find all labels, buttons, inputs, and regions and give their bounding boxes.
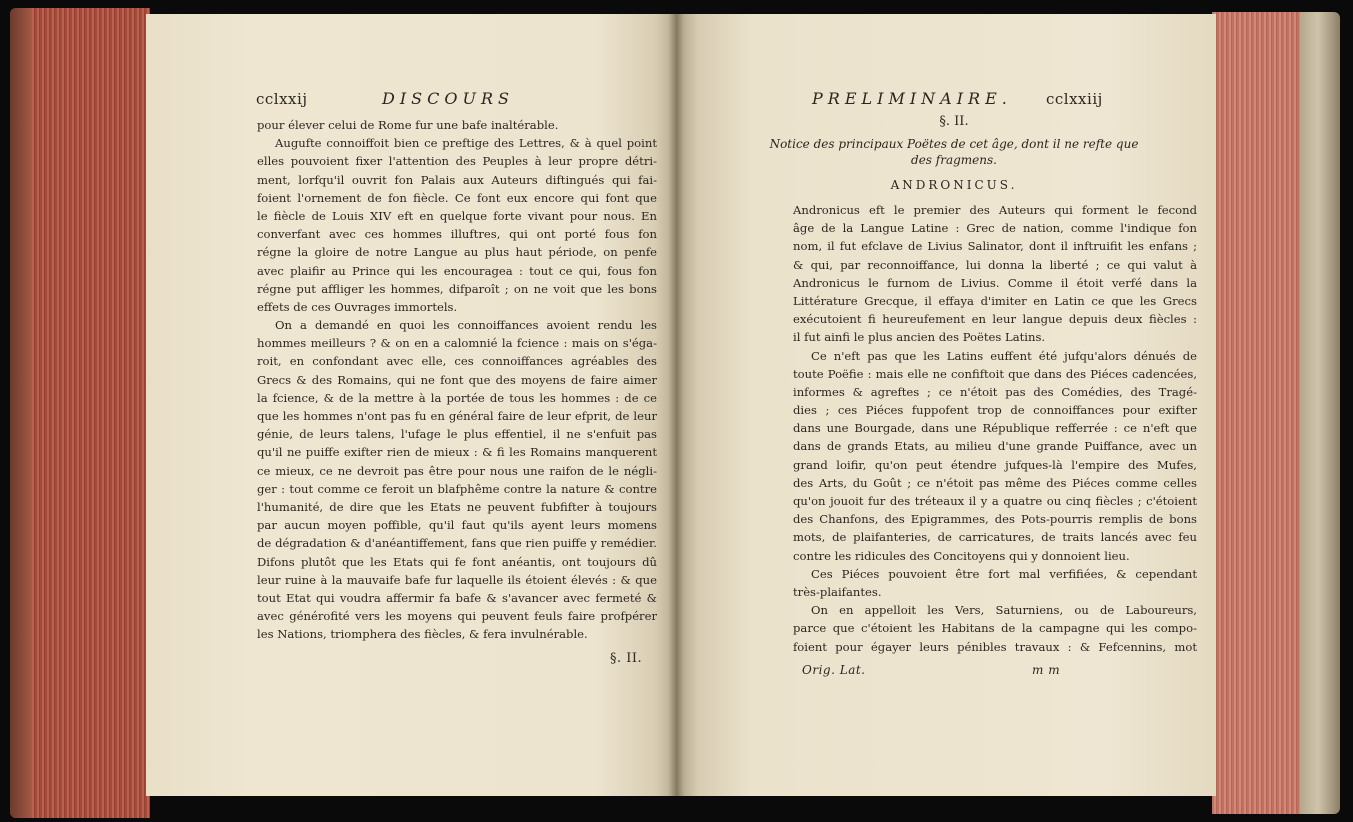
text-line: Andronicus eft le premier des Auteurs qui forment le fecond xyxy=(793,203,1197,217)
text-line: parce que c'étoient les Habitans de la campagne qui les compo- xyxy=(793,621,1197,636)
text-line: roit, en confondant avec elle, ces connoiffances agréables des xyxy=(257,354,657,369)
text-line: pour élever celui de Rome fur une bafe inaltérable. xyxy=(257,118,559,132)
text-line: par aucun moyen poffible, qu'il faut qu'ils ayent leurs momens xyxy=(257,518,657,533)
text-line: converfant avec ces hommes illuftres, qui ont porté fous fon xyxy=(257,227,657,242)
text-line: régne la gloire de notre Langue au plus haut période, on penfe xyxy=(257,245,657,260)
text-line: qu'on jouoit fur des tréteaux il y a quatre ou cinq fiècles ; c'étoient xyxy=(793,494,1197,508)
right-folio: cclxxiij xyxy=(1046,90,1103,108)
text-line: très-plaifantes. xyxy=(793,584,882,599)
left-page xyxy=(146,14,676,796)
text-line: nom, il fut efclave de Livius Salinator, dont il inftruifit les enfans ; xyxy=(793,239,1197,254)
text-line: la fcience, & de la mettre à la portée de tous les hommes : de ce xyxy=(257,390,657,405)
text-line: âge de la Langue Latine : Grec de nation, comme l'indique fon xyxy=(793,221,1197,236)
notice-heading-line1: Notice des principaux Poëtes de cet âge, dont il ne refte que xyxy=(769,137,1139,151)
text-line: dies ; ces Piéces fuppofent trop de connoiffances pour exifter xyxy=(793,403,1197,418)
text-line: génie, de leurs talens, l'ufage le plus effentiel, il ne s'enfuit pas xyxy=(257,427,657,442)
book-cover-right xyxy=(1300,12,1340,814)
text-line: les Nations, triomphera des fiècles, & fera invulnérable. xyxy=(257,627,588,642)
signature-mark: m m xyxy=(1032,663,1061,677)
book-gutter xyxy=(668,14,684,796)
text-line: dans une Bourgade, dans une République refferrée : ce n'eft que xyxy=(793,421,1197,436)
text-line: Andronicus le furnom de Livius. Comme il étoit verfé dans la xyxy=(793,275,1197,290)
left-body-text xyxy=(257,116,657,643)
text-line: ment, lorfqu'il ouvrit fon Palais aux Auteurs diftingués qui fai- xyxy=(257,172,657,187)
text-line: Augufte connoiffoit bien ce preftige des Lettres, & à quel point xyxy=(275,136,657,151)
text-line: leur ruine à la mauvaife bafe fur laquelle ils étoient élevés : & que xyxy=(257,572,657,587)
right-body-text xyxy=(793,201,1197,656)
text-line: avec plaifir au Prince qui les encouragea : tout ce qui, fous fon xyxy=(257,263,657,278)
text-line: régne put affliger les hommes, difparoît ; on ne voit que les bons xyxy=(257,281,657,296)
notice-heading-line2: des fragmens. xyxy=(911,153,997,167)
text-line: contre les ridicules des Concitoyens qui y donnoient lieu. xyxy=(793,548,1130,563)
text-line: On en appelloit les Vers, Saturniens, ou de Laboureurs, xyxy=(811,603,1197,618)
text-line: toute Poëfie : mais elle ne confiftoit que dans des Piéces cadencées, xyxy=(793,366,1197,381)
text-line: qu'il ne puiffe exifter rien de mieux : & fi les Romains manquerent xyxy=(257,445,657,460)
text-line: des Chanfons, des Epigrammes, des Pots-pourris remplis de bons xyxy=(793,512,1197,527)
right-page xyxy=(676,14,1216,796)
right-running-title: PRELIMINAIRE. xyxy=(812,89,1012,108)
text-line: effets de ces Ouvrages immortels. xyxy=(257,299,458,314)
book-cover-left xyxy=(10,8,32,818)
section-number: §. II. xyxy=(939,114,969,129)
text-line: avec générofité vers les moyens qui peuvent feuls faire profpérer xyxy=(257,609,657,624)
author-subheading: ANDRONICUS. xyxy=(890,178,1018,192)
left-folio: cclxxij xyxy=(256,90,308,108)
text-line: des Arts, du Goût ; ce n'étoit pas même des Piéces comme celles xyxy=(793,475,1197,490)
text-line: grand loifir, qu'on peut étendre jufques-là l'empire des Mufes, xyxy=(793,457,1197,472)
left-running-title: DISCOURS xyxy=(382,89,514,108)
text-line: que les hommes n'ont pas fu en général faire de leur efprit, de leur xyxy=(257,409,657,423)
text-line: Ce n'eft pas que les Latins euffent été jufqu'alors dénués de xyxy=(811,348,1197,363)
text-line: de dégradation & d'anéantiffement, fans que rien puiffe y remédier. xyxy=(257,536,657,551)
text-line: l'humanité, de dire que les Etats ne peuvent fubfifter à toujours xyxy=(257,499,657,514)
text-line: Difons plutôt que les Etats qui fe font anéantis, ont toujours dû xyxy=(257,554,657,569)
signature-title: Orig. Lat. xyxy=(802,663,866,677)
text-line: hommes meilleurs ? & on en a calomnié la fcience : mais on s'éga- xyxy=(257,336,657,351)
text-line: Ces Piéces pouvoient être fort mal verfifiées, & cependant xyxy=(811,566,1197,581)
text-line: exécutoient fi heureufement en leur langue depuis deux fiècles : xyxy=(793,312,1197,327)
text-line: elles pouvoient fixer l'attention des Peuples à leur propre détri- xyxy=(257,154,657,169)
text-line: On a demandé en quoi les connoiffances avoient rendu les xyxy=(275,318,657,333)
text-line: Littérature Grecque, il effaya d'imiter en Latin ce que les Grecs xyxy=(793,293,1197,308)
text-line: Grecs & des Romains, qui ne font que des moyens de faire aimer xyxy=(257,372,657,387)
text-line: ger : tout comme ce feroit un blafphême contre la nature & contre xyxy=(257,481,657,496)
text-line: le fiècle de Louis XIV eft en quelque forte vivant pour nous. En xyxy=(257,208,657,223)
text-line: mots, de plaifanteries, de carricatures, de traits lancés avec feu xyxy=(793,530,1197,545)
text-line: & qui, par reconnoiffance, lui donna la liberté ; ce qui valut à xyxy=(793,257,1197,272)
text-line: informes & agreftes ; ce n'étoit pas des Comédies, des Tragé- xyxy=(793,384,1197,399)
text-line: foient pour égayer leurs pénibles travaux : & Fefcennins, mot xyxy=(793,639,1197,654)
text-line: dans de grands Etats, au milieu d'une grande Puiffance, avec un xyxy=(793,439,1197,454)
left-catchword: §. II. xyxy=(610,651,643,666)
text-line: tout Etat qui voudra affermir fa bafe & s'avancer avec fermeté & xyxy=(257,590,657,605)
text-line: foient l'ornement de fon fiècle. Ce font eux encore qui font que xyxy=(257,190,657,205)
text-line: il fut ainfi le plus ancien des Poëtes Latins. xyxy=(793,330,1046,345)
text-line: ce mieux, ce ne devroit pas être pour nous une raifon de le négli- xyxy=(257,463,657,478)
